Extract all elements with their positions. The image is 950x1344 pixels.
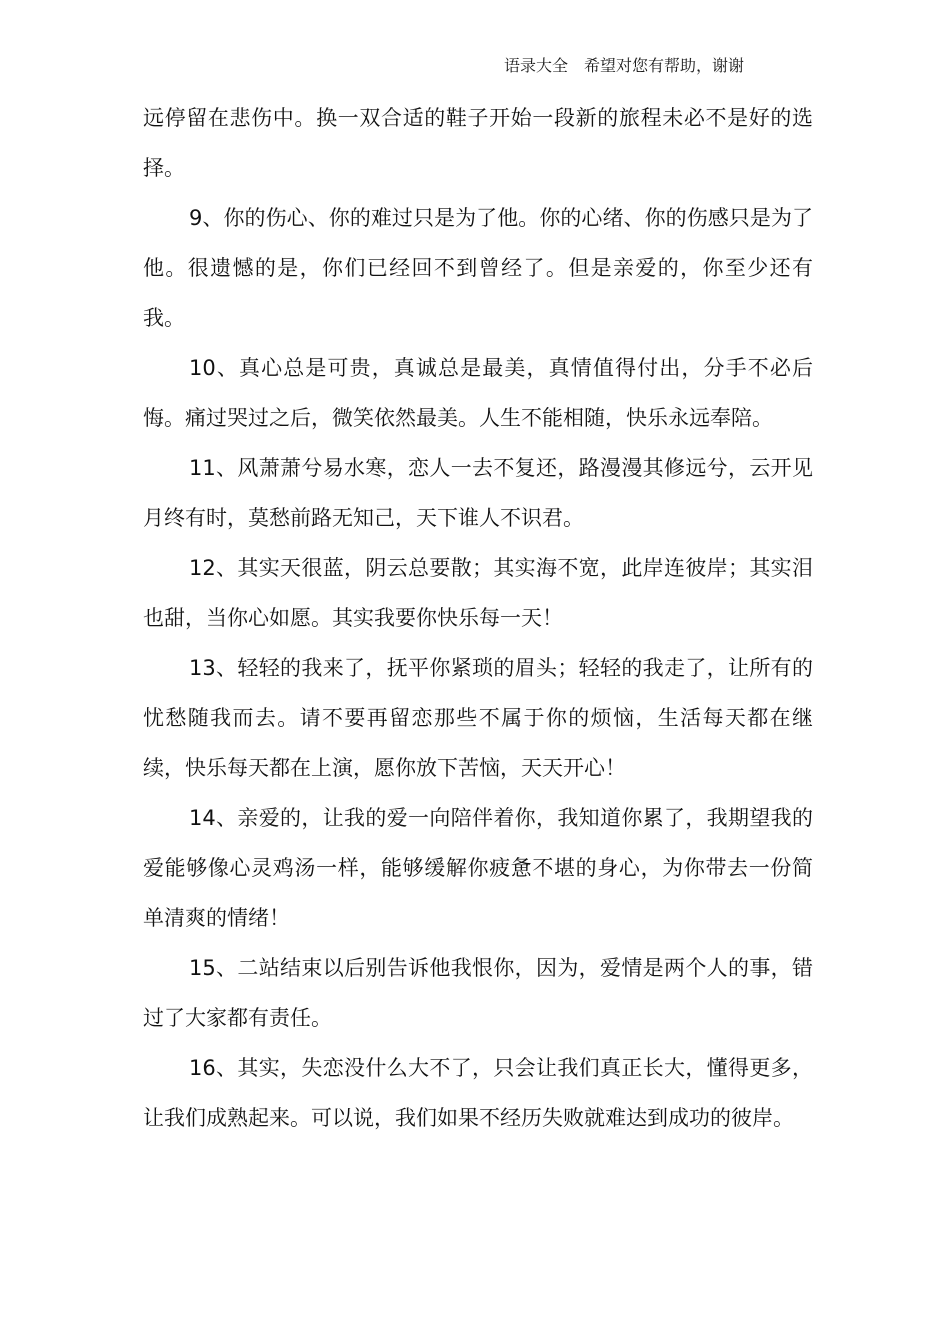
paragraph: 远停留在悲伤中。换一双合适的鞋子开始一段新的旅程未必不是好的选择。 (143, 106, 813, 180)
paragraph: 16、其实，失恋没什么大不了，只会让我们真正长大，懂得更多，让我们成熟起来。可以说，我们如果不经历失败就难达到成功的彼岸。 (143, 1056, 813, 1130)
page-header (504, 54, 744, 78)
paragraph: 10、真心总是可贵，真诚总是最美，真情值得付出，分手不必后悔。痛过哭过之后，微笑依然最美。人生不能相随，快乐永远奉陪。 (143, 356, 813, 430)
header-title: 语录大全 (504, 56, 569, 75)
header-subtitle: 希望对您有帮助，谢谢 (584, 56, 745, 75)
paragraph: 12、其实天很蓝，阴云总要散；其实海不宽，此岸连彼岸；其实泪也甜，当你心如愿。其实我要你快乐每一天！ (143, 556, 813, 630)
document-body (143, 93, 813, 1143)
paragraph: 13、轻轻的我来了，抚平你紧琐的眉头；轻轻的我走了，让所有的忧愁随我而去。请不要再留恋那些不属于你的烦恼，生活每天都在继续，快乐每天都在上演，愿你放下苦恼，天天开心！ (143, 656, 813, 780)
paragraph: 14、亲爱的，让我的爱一向陪伴着你，我知道你累了，我期望我的爱能够像心灵鸡汤一样，能够缓解你疲惫不堪的身心，为你带去一份简单清爽的情绪！ (143, 806, 813, 930)
paragraph: 9、你的伤心、你的难过只是为了他。你的心绪、你的伤感只是为了他。很遗憾的是，你们已经回不到曾经了。但是亲爱的，你至少还有我。 (143, 206, 813, 330)
paragraph: 15、二站结束以后别告诉他我恨你，因为，爱情是两个人的事，错过了大家都有责任。 (143, 956, 813, 1030)
paragraph: 11、风萧萧兮易水寒，恋人一去不复还，路漫漫其修远兮，云开见月终有时，莫愁前路无知己，天下谁人不识君。 (143, 456, 813, 530)
